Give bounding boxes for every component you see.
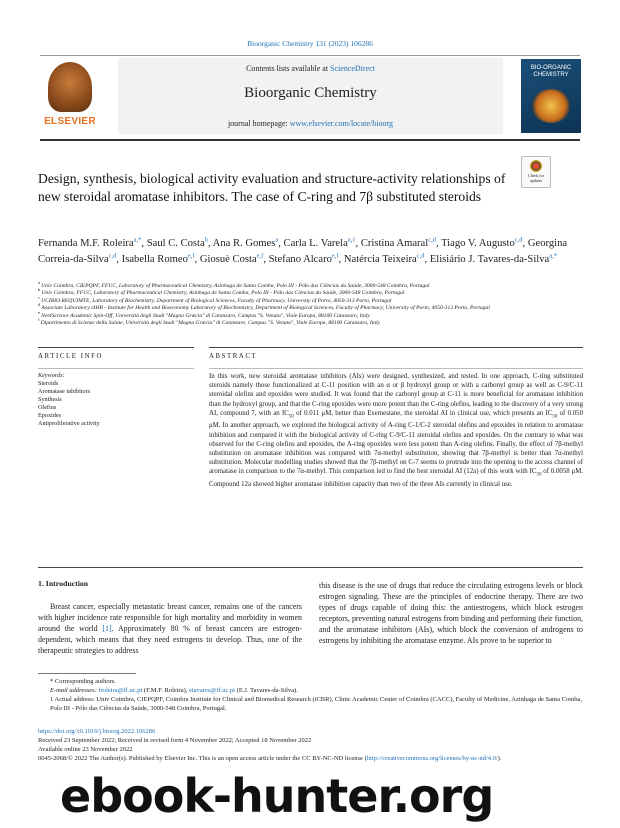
received-dates: Received 23 September 2022; Received in revised form 4 November 2022; Accepted 18 November 2022 — [38, 737, 312, 744]
author-name[interactable]: Isabella Romeo — [121, 253, 188, 265]
license-suffix: ). — [497, 755, 502, 762]
contents-prefix: Contents lists available at — [246, 64, 331, 73]
journal-cover-image[interactable] — [521, 59, 581, 133]
author-affiliation-marker[interactable]: a,* — [549, 251, 557, 259]
affiliations — [38, 280, 508, 327]
elsevier-logo — [40, 62, 100, 132]
author-affiliation-marker[interactable]: a — [275, 236, 279, 244]
check-for-updates-label: Check for updates — [528, 173, 544, 183]
abstract-text: In this work, new steroidal aromatase inhibitors (AIs) were designed, synthesized, and tested. In one approach, C-ring substituted steroids namely those functionalized at C-11 position with an α or β hydroxyl group or with a carbonyl group as well as C-9/C-11 steroidal olefins and epoxides were studied. It was found that the carbonyl group at C-11 is more beneficial for aromatase inhibition than the hydroxyl group, and that the C-ring epoxides were more potent than the C-ring olefins, leading to the discovery of a very strong AI, compound 7, with an $IC_{50}$ of 0.011 μM, better than Exemestane, the steroidal AI in clinical use, which presents an $IC_{50}$ of 0.050 μM. In another approach, we explored the biological activity of A-ring C-1/C-2 steroidal olefins and epoxides in relation to aromatase inhibition and compared it with the biological activity of C-ring C-9/C-11 steroidal olefins and epoxides. On the contrary to what was observed for the C-ring olefins and epoxides, the A-ring epoxides were less potent than A-ring olefins. Finally, the effect of 7β-methyl substitution on aromatase inhibition was compared with 7α-methyl substitution, showing that 7β-methyl is better than 7α-methyl substitution. Molecular modelling studies showed that the 7β-methyl on C-7 seems to protrude into the opening to the access channel of aromatase in comparison to the 7α-methyl. This comparison led to find the best steroidal AI (12a) of this work with $IC_{50}$ of 0.0058 μM. Compound 12a showed higher aromatase inhibition capacity than two of the three AIs currently in clinical use. — [209, 373, 583, 488]
affiliation-item — [38, 302, 508, 312]
keywords-list — [38, 380, 194, 428]
author-affiliation-marker[interactable]: e,f — [331, 251, 339, 259]
journal-reference[interactable]: Bioorganic Chemistry 131 (2023) 106286 — [247, 39, 373, 48]
keyword-item: Synthesis — [38, 396, 62, 403]
tree-icon — [48, 62, 92, 112]
author-name[interactable]: Tiago V. Augusto — [441, 238, 515, 249]
author-affiliation-marker[interactable]: c,d — [428, 236, 436, 244]
abstract-divider — [209, 347, 583, 348]
keyword-item: Steroids — [38, 380, 59, 387]
affiliation-key: f — [38, 317, 41, 323]
introduction-column-1: Breast cancer, especially metastatic breast cancer, remains one of the cancers with higher incidence rate responsible for high mortality and morbidity in women around the world [1]. Approximately 80 % of breast cancers are estrogen-dependent, which means that they need estrogens to develop. Thus, one of the therapeutic strategies to address — [38, 602, 302, 655]
author-affiliation-marker[interactable]: b — [204, 236, 208, 244]
author-list: Fernanda M.F. Roleira$^{a,*}$, Saul C. Costa$^b$, Ana R. Gomes$^a$, Carla L. Varela$^{a,1}$, Cristina Amaral$^{c,d}$, Tiago V. Augusto$^{c,d}$, Georgina Correia-da-Silva$^{c,d}$, Isabella Romeo$^{e,f}$, Giosuè Costa$^{e,f}$, Stefano Alcaro$^{e,f}$, Natércia Teixeira$^{c,d}$, Elisiário J. Tavares-da-Silva$^{a,*}$ — [38, 236, 568, 265]
affiliation-text: Dipartimento di Scienze della Salute, Università degli Studi "Magna Græcia" di Catanzaro, Campus "S. Venuta", Viale Europa, 88100 Catanzaro, Italy — [40, 320, 381, 327]
homepage-line — [118, 119, 503, 128]
subscript-50: 50 — [288, 414, 294, 420]
publication-info — [38, 727, 583, 763]
author-affiliation-marker[interactable]: a,1 — [347, 236, 356, 244]
author-name[interactable]: Carla L. Varela — [283, 238, 348, 249]
license-line — [38, 754, 583, 763]
subscript-50: 50 — [552, 414, 558, 420]
author-affiliation-marker[interactable]: c,d — [416, 251, 425, 259]
citation-link[interactable]: [1] — [102, 624, 112, 633]
header-bottom-divider — [40, 139, 580, 141]
subscript-50: 50 — [536, 472, 542, 478]
keyword-item: Olefins — [38, 404, 57, 411]
affiliation-key: c — [38, 294, 42, 300]
homepage-prefix: journal homepage: — [227, 119, 290, 128]
crossmark-icon — [530, 160, 542, 172]
author-affiliation-marker[interactable]: c,d — [108, 251, 117, 259]
homepage-link[interactable]: www.elsevier.com/locate/bioorg — [289, 119, 394, 128]
affiliation-key: e — [38, 309, 42, 315]
cover-art — [531, 89, 571, 123]
author-name[interactable]: Natércia Teixeira — [343, 253, 417, 265]
publisher-logo-text: ELSEVIER — [44, 116, 96, 127]
introduction-column-2: this disease is the use of drugs that reduce the circulating estrogens levels or block estrogen signaling. These are the principles of endocrine therapy. There are two types of drugs capable of doing this: the antiestrogens, which block estrogen receptors, preventing natural estrogens from binding and performing their function, and the aromatase inhibitors (AIs), which block the conversion of androgens to estrogens by inhibiting the aromatase enzyme. AIs prove to be superior to — [319, 581, 583, 645]
keywords-divider — [38, 368, 194, 369]
author-affiliation-marker[interactable]: c,d — [514, 236, 523, 244]
check-for-updates-button[interactable] — [521, 156, 551, 188]
article-title: Design, synthesis, biological activity evaluation and structure-activity relationships of new steroidal aromatase inhibitors. The case of C-ring and 7β substituted steroids — [38, 171, 506, 204]
affiliation-item — [38, 317, 508, 327]
affiliation-key: d — [38, 302, 42, 308]
doi-link[interactable]: https://doi.org/10.1016/j.bioorg.2022.106286 — [38, 728, 156, 735]
author-name[interactable]: Ana R. Gomes — [212, 238, 276, 249]
footnote-actual-address: 1 Actual address: Univ Coimbra, CIEPQPF, Coimbra Institute for Clinical and Biomedical Research (iCBR), Clinic Academic Center of Coimbra (CACC), Faculty of Medicine, Azinhaga de Santa Comba, Polo III - Pólo das Ciências da Saúde, 3000-548 Coimbra, Portugal. — [50, 696, 583, 712]
affiliation-text: Associate Laboratory i4HB - Institute for Health and Bioeconomy Laboratory of Biochemistry, Department of Biological Sciences, Faculty of Pharmacy, University of Porto, 4050-313 Porto, Portugal — [41, 305, 490, 312]
footnotes — [38, 677, 583, 713]
author-affiliation-marker[interactable]: e,f — [187, 251, 195, 259]
license-prefix: 0045-2068/© 2022 The Author(s). Published by Elsevier Inc. This is an open access article under the CC BY-NC-ND license ( — [38, 755, 367, 762]
author-name[interactable]: Stefano Alcaro — [268, 253, 332, 265]
keyword-item: Epoxides — [38, 412, 62, 419]
license-link[interactable]: http://creativecommons.org/licenses/by-nc-nd/4.0/ — [366, 755, 498, 762]
article-info-divider — [38, 347, 194, 348]
footnote-corresponding: * Corresponding authors. — [50, 678, 116, 685]
keyword-item: Antiproliferative activity — [38, 420, 100, 427]
sciencedirect-link[interactable]: ScienceDirect — [330, 64, 375, 73]
contents-line — [118, 64, 503, 73]
email-label: E-mail addresses: — [50, 687, 99, 694]
abstract-bottom-divider — [38, 567, 583, 568]
author-name[interactable]: Georgina Correia-da-Silva — [38, 238, 568, 265]
abstract-inner-divider — [209, 368, 583, 369]
affiliation-text: UCIBIO.REQUIMTE, Laboratory of Biochemistry, Department of Biological Sciences, Faculty of Pharmacy, University of Porto, 4050-313 Porto, Portugal — [41, 297, 392, 304]
author-name[interactable]: Giosuè Costa — [199, 253, 257, 265]
affiliation-text: Univ Coimbra, FFUC, Laboratory of Pharmaceutical Chemistry, Azinhaga de Santa Comba, Polo III - Pólo das Ciências da Saúde, 3000-548 Coimbra, Portugal — [41, 290, 405, 297]
cover-title: BIO-ORGANIC CHEMISTRY — [530, 65, 572, 78]
email-link-2[interactable]: etavares@ff.uc.pt — [189, 687, 236, 694]
author-name[interactable]: Saul C. Costa — [146, 238, 205, 249]
header-divider — [40, 55, 580, 56]
footnote-divider — [38, 673, 136, 674]
affiliation-item — [38, 309, 508, 323]
affiliation-text: Net4Science Academic Spin-Off, Università degli Studi "Magna Græcia" di Catanzaro, Campus "S. Venuta", Viale Europa, 88100 Catanzaro, Italy — [41, 312, 370, 319]
email-owner-1: (F.M.F. Roleira), — [142, 687, 190, 694]
author-affiliation-marker[interactable]: a,* — [133, 236, 142, 244]
available-online: Available online 23 November 2022 — [38, 746, 133, 753]
footnote-emails — [38, 686, 583, 695]
author-name[interactable]: Elisiário J. Tavares-da-Silva — [429, 253, 550, 265]
watermark: ebook-hunter.org — [60, 769, 494, 823]
affiliation-item — [38, 287, 508, 297]
affiliation-key: a — [38, 280, 42, 286]
author-name[interactable]: Cristina Amaral — [360, 238, 429, 249]
affiliation-key: b — [38, 287, 42, 293]
email-owner-2: (E.J. Tavares-da-Silva). — [235, 687, 298, 694]
journal-title: Bioorganic Chemistry — [244, 85, 377, 101]
email-link-1[interactable]: froleira@ff.uc.pt — [98, 687, 143, 694]
article-info-heading: ARTICLE INFO — [38, 353, 104, 360]
introduction-heading: 1. Introduction — [38, 579, 89, 588]
keyword-item: Aromatase inhibitors — [38, 388, 91, 395]
author-affiliation-marker[interactable]: e,f — [256, 251, 264, 259]
abstract-heading: ABSTRACT — [209, 353, 258, 360]
keywords-block — [38, 372, 194, 428]
affiliation-text: Univ Coimbra, CIEPQPF, FFUC, Laboratory of Pharmaceutical Chemistry, Azinhaga de Santa Comba, Polo III - Pólo das Ciências da Saúde, 3000-548 Coimbra, Portugal — [41, 283, 430, 289]
keywords-heading: Keywords: — [38, 372, 65, 379]
author-name[interactable]: Fernanda M.F. Roleira — [38, 238, 134, 249]
